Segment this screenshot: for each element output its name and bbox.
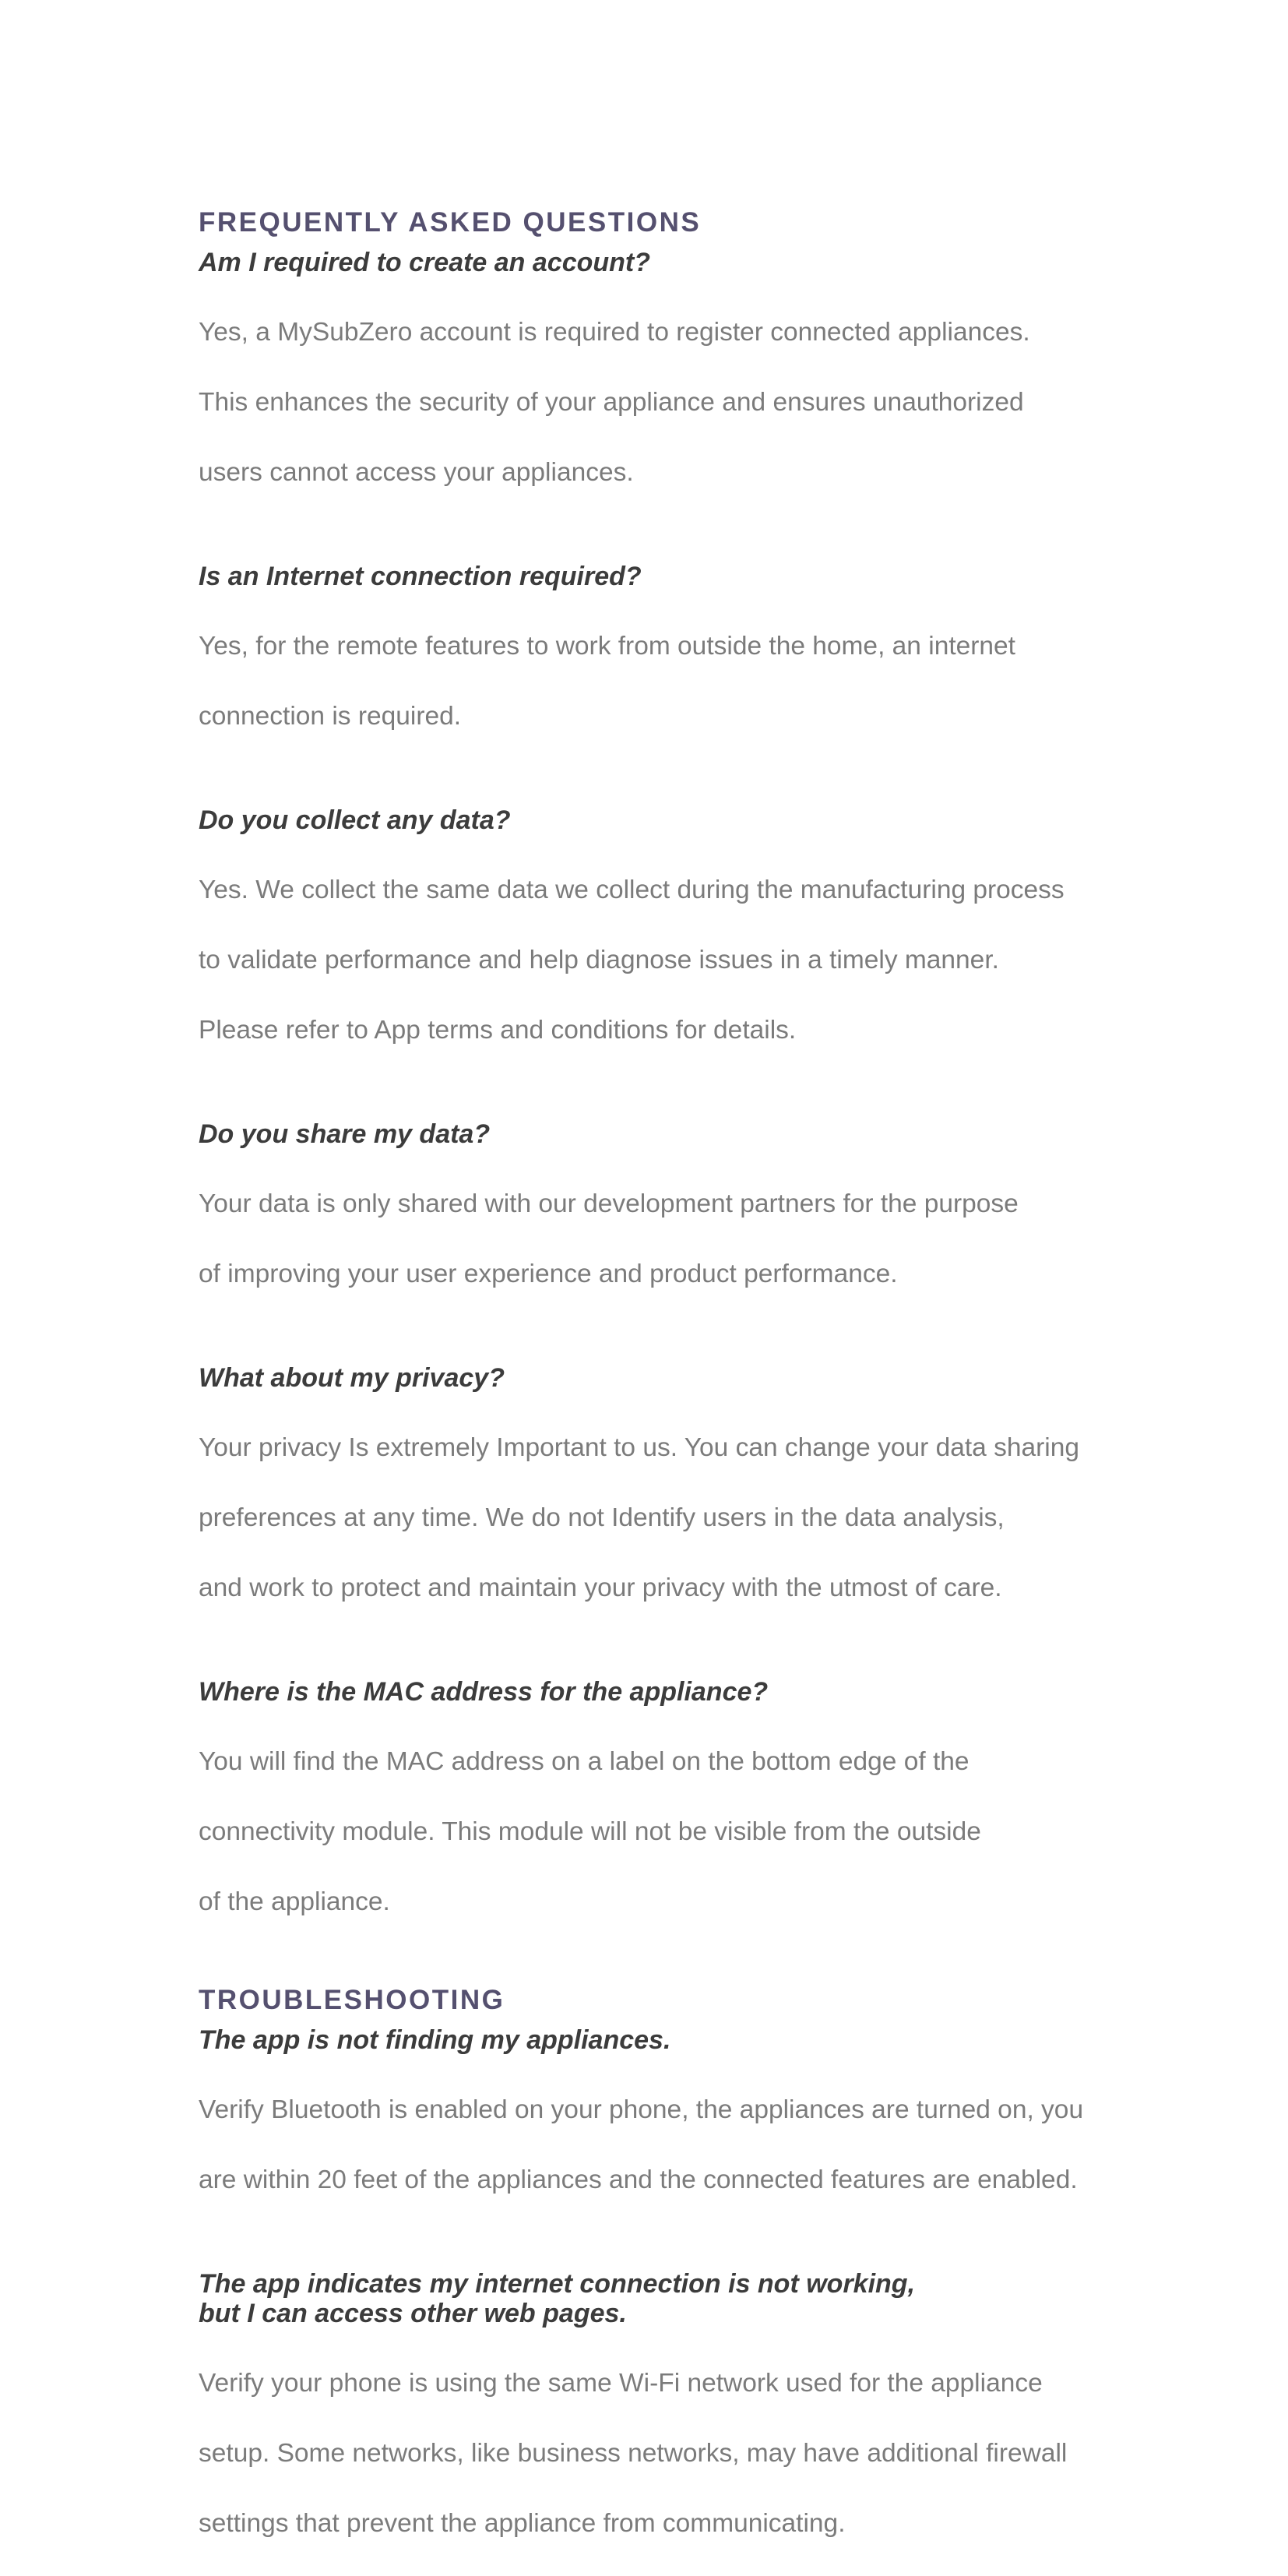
faq-answer — [199, 1709, 1133, 1954]
faq-question: What about my privacy? — [199, 1363, 505, 1393]
answer-line: Yes, a MySubZero account is required to register connected appliances. — [199, 318, 1030, 347]
question-line: The app indicates my internet connection is not working, — [199, 2269, 916, 2299]
answer-line: Yes. We collect the same data we collect during the manufacturing process — [199, 876, 1065, 904]
answer-line: of the appliance. — [199, 1887, 390, 1916]
answer-line: and work to protect and maintain your privacy with the utmost of care. — [199, 1573, 1002, 1602]
answer-line: You will find the MAC address on a label on the bottom edge of the — [199, 1747, 970, 1776]
faq-item — [199, 1119, 1133, 1327]
faq-question: Do you collect any data? — [199, 805, 511, 835]
answer-line: Your privacy Is extremely Important to us. You can change your data sharing — [199, 1433, 1079, 1462]
faq-answer — [199, 1151, 1133, 1327]
answer-line: are within 20 feet of the appliances and the connected features are enabled. — [199, 2165, 1078, 2194]
question-line: but I can access other web pages. — [199, 2299, 627, 2328]
troubleshooting-item — [199, 2025, 1133, 2232]
answer-line: users cannot access your appliances. — [199, 458, 634, 487]
answer-line: connection is required. — [199, 702, 462, 731]
faq-answer — [199, 594, 1133, 769]
answer-line: Your data is only shared with our development partners for the purpose — [199, 1189, 1019, 1218]
answer-line: preferences at any time. We do not Identify users in the data analysis, — [199, 1503, 1005, 1532]
faq-item — [199, 248, 1133, 525]
faq-question: Do you share my data? — [199, 1119, 491, 1149]
faq-item — [199, 1363, 1133, 1640]
answer-line: Verify Bluetooth is enabled on your phone, the appliances are turned on, you — [199, 2095, 1084, 2124]
faq-item — [199, 562, 1133, 769]
answer-line: to validate performance and help diagnose issues in a timely manner. — [199, 946, 999, 974]
answer-line: settings that prevent the appliance from communicating. — [199, 2509, 846, 2538]
faq-question: Is an Internet connection required? — [199, 562, 642, 591]
troubleshooting-question — [199, 2269, 1133, 2328]
troubleshooting-question — [199, 2025, 1133, 2055]
answer-line: of improving your user experience and product performance. — [199, 1260, 898, 1288]
faq-question: Where is the MAC address for the appliance? — [199, 1677, 769, 1707]
faq-answer — [199, 837, 1133, 1083]
troubleshooting-heading: TROUBLESHOOTING — [199, 1985, 505, 2015]
faq-heading: FREQUENTLY ASKED QUESTIONS — [199, 207, 702, 238]
answer-line: setup. Some networks, like business networks, may have additional firewall — [199, 2439, 1068, 2468]
answer-line: Please refer to App terms and conditions for details. — [199, 1016, 797, 1045]
question-line: The app is not finding my appliances. — [199, 2025, 671, 2055]
troubleshooting-answer — [199, 2057, 1133, 2232]
answer-line: Yes, for the remote features to work from outside the home, an internet — [199, 632, 1015, 661]
faq-item — [199, 1677, 1133, 1954]
answer-line: This enhances the security of your appliance and ensures unauthorized — [199, 388, 1024, 417]
answer-line: Verify your phone is using the same Wi-Fi network used for the appliance — [199, 2369, 1043, 2398]
document-page — [199, 204, 1133, 2576]
faq-answer — [199, 280, 1133, 525]
answer-line: connectivity module. This module will not be visible from the outside — [199, 1817, 981, 1846]
troubleshooting-item — [199, 2269, 1133, 2576]
faq-question: Am I required to create an account? — [199, 248, 651, 277]
faq-answer — [199, 1395, 1133, 1640]
troubleshooting-answer — [199, 2331, 1133, 2576]
faq-item — [199, 805, 1133, 1083]
